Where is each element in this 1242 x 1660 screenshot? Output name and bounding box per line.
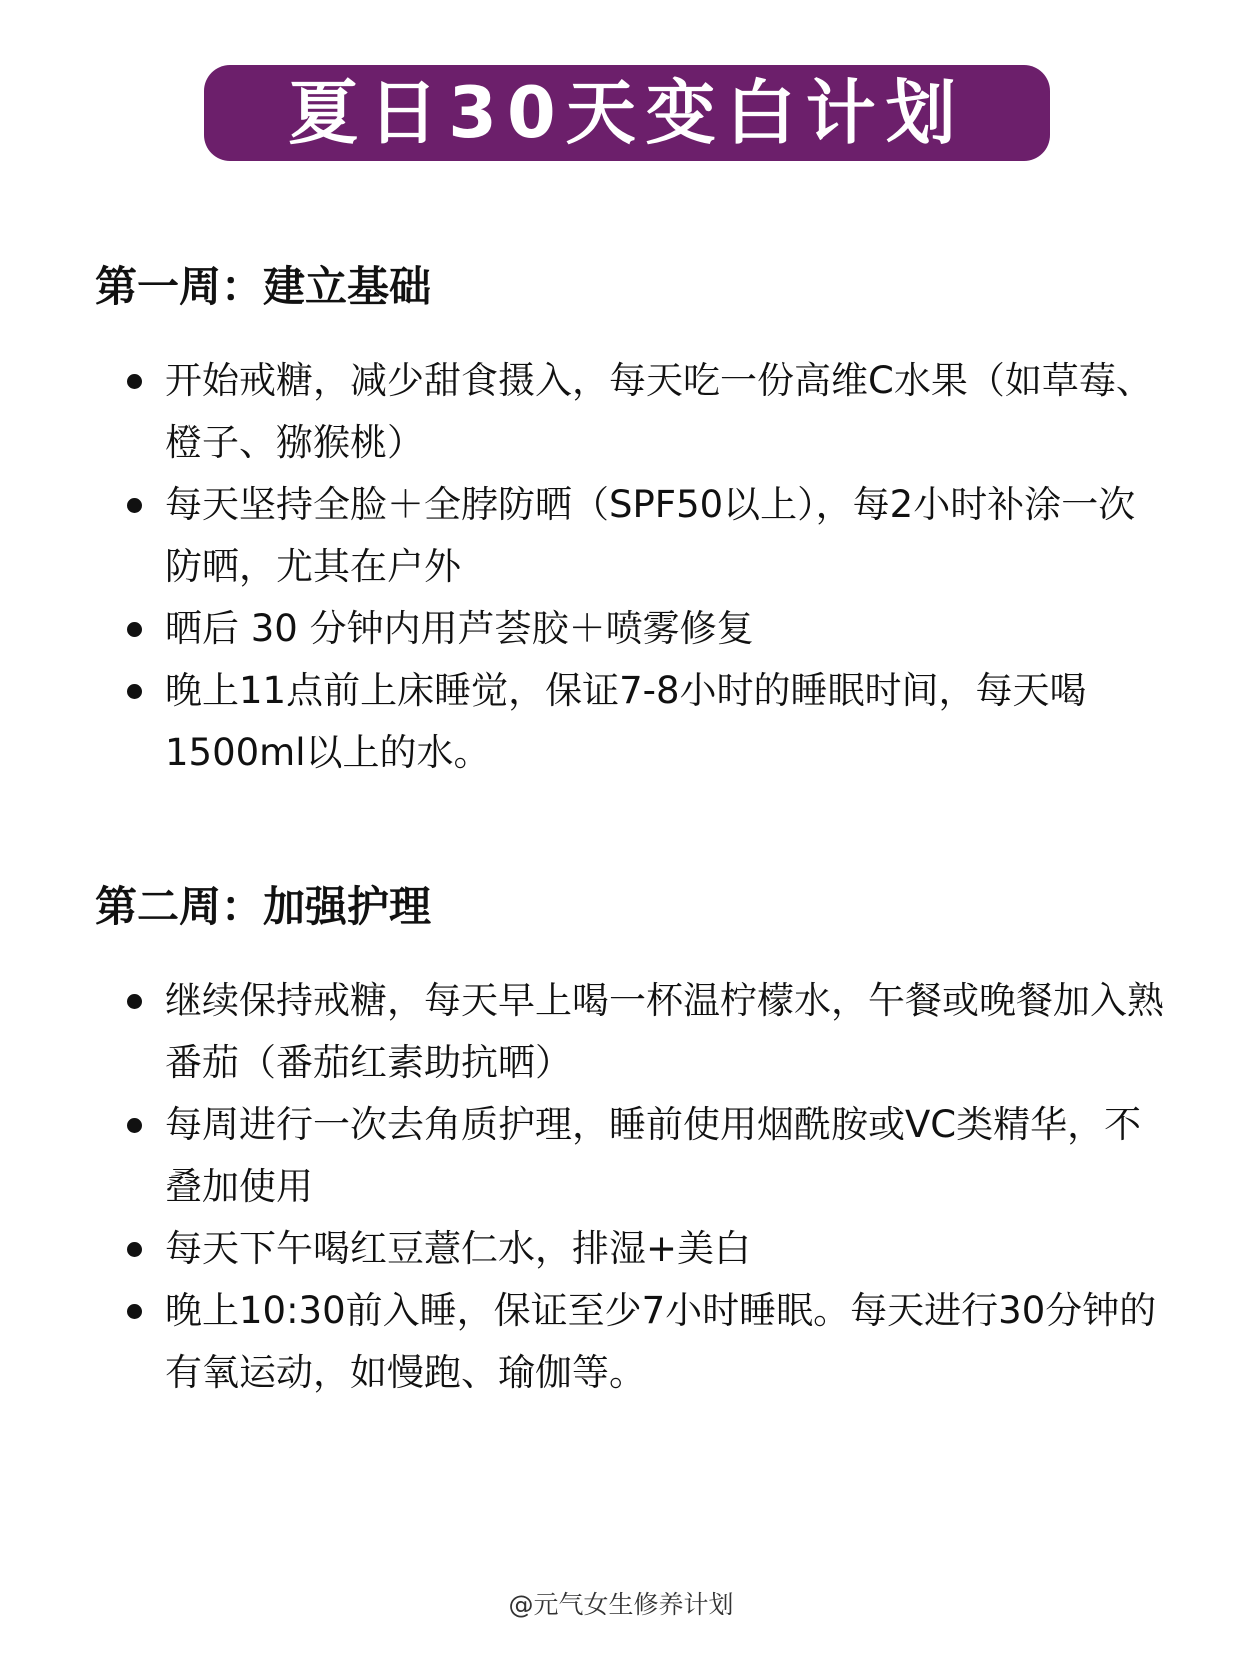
list-item bbox=[125, 350, 1165, 474]
bullet-dot-icon bbox=[127, 684, 142, 699]
list-item bbox=[125, 1280, 1165, 1404]
list-item-text: 开始戒糖，减少甜食摄入，每天吃一份高维C水果（如草莓、橙子、猕猴桃） bbox=[165, 359, 1153, 464]
bullet-dot-icon bbox=[127, 1304, 142, 1319]
bullet-list-week2 bbox=[125, 970, 1165, 1404]
footer-handle: @元气女生修养计划 bbox=[508, 1590, 734, 1619]
bullet-dot-icon bbox=[127, 374, 142, 389]
bullet-dot-icon bbox=[127, 1118, 142, 1133]
list-item-text: 每天下午喝红豆薏仁水，排湿+美白 bbox=[165, 1227, 752, 1270]
page-title: 夏日30天变白计划 bbox=[288, 72, 966, 154]
section-heading-week1: 第一周：建立基础 bbox=[95, 262, 432, 311]
list-item bbox=[125, 1218, 1165, 1280]
bullet-dot-icon bbox=[127, 1242, 142, 1257]
list-item-text: 继续保持戒糖，每天早上喝一杯温柠檬水，午餐或晚餐加入熟番茄（番茄红素助抗晒） bbox=[165, 979, 1164, 1084]
list-item-text: 每天坚持全脸＋全脖防晒（SPF50以上），每2小时补涂一次防晒，尤其在户外 bbox=[165, 483, 1136, 588]
list-item-text: 晚上10:30前入睡，保证至少7小时睡眠。每天进行30分钟的有氧运动，如慢跑、瑜伽等。 bbox=[165, 1289, 1157, 1394]
list-item-text: 每周进行一次去角质护理，睡前使用烟酰胺或VC类精华，不叠加使用 bbox=[165, 1103, 1142, 1208]
bullet-list-week1 bbox=[125, 350, 1165, 784]
list-item-text: 晒后 30 分钟内用芦荟胶＋喷雾修复 bbox=[165, 607, 754, 650]
list-item bbox=[125, 1094, 1165, 1218]
title-banner bbox=[204, 65, 1050, 161]
list-item bbox=[125, 660, 1165, 784]
list-item bbox=[125, 598, 1165, 660]
list-item bbox=[125, 474, 1165, 598]
bullet-dot-icon bbox=[127, 622, 142, 637]
bullet-dot-icon bbox=[127, 498, 142, 513]
bullet-dot-icon bbox=[127, 994, 142, 1009]
list-item bbox=[125, 970, 1165, 1094]
list-item-text: 晚上11点前上床睡觉，保证7-8小时的睡眠时间，每天喝1500ml以上的水。 bbox=[165, 669, 1087, 774]
section-heading-week2: 第二周：加强护理 bbox=[95, 882, 432, 931]
